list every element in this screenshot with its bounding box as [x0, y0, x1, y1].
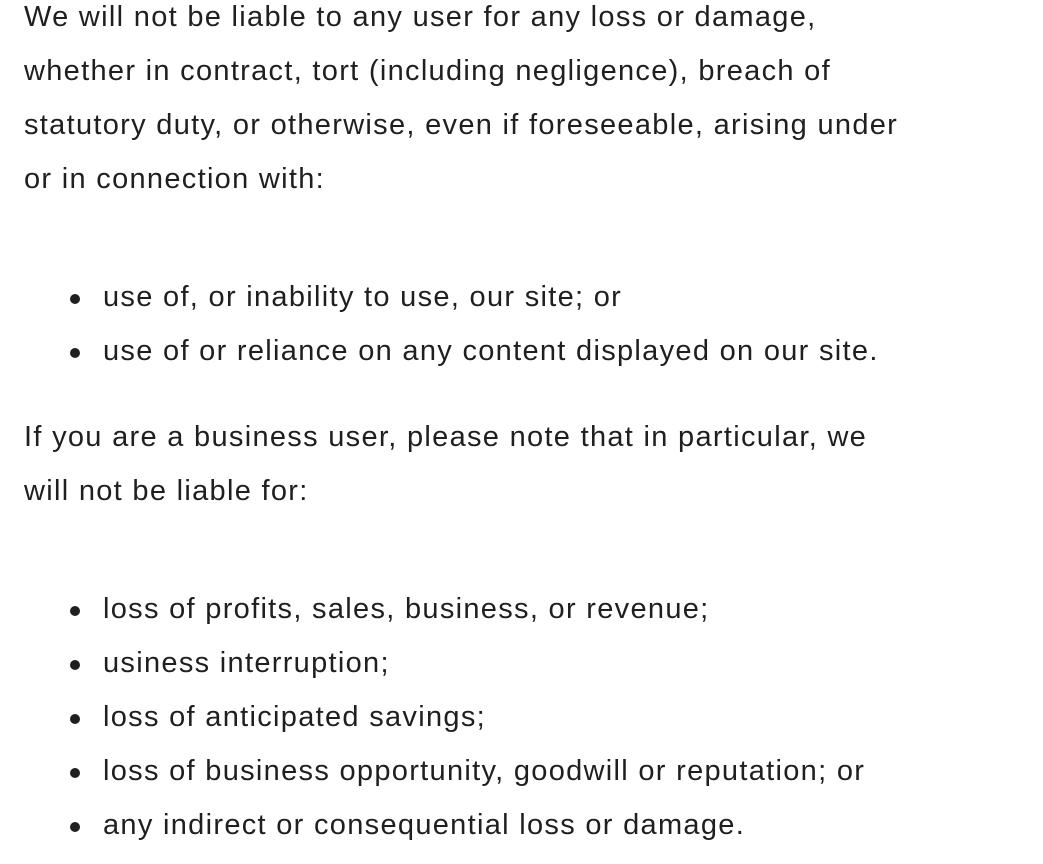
spacer — [24, 206, 1043, 270]
bullet-icon — [70, 660, 80, 670]
list-item-text: use of, or inability to use, our site; or — [103, 281, 623, 313]
list-item-text: usiness interruption; — [103, 647, 390, 679]
bullet-icon — [70, 822, 80, 832]
bullet-icon — [70, 768, 80, 778]
bullet-icon — [70, 348, 80, 358]
liability-causes-list — [24, 270, 1043, 378]
list-item — [24, 582, 1043, 636]
paragraph-line: We will not be liable to any user for any loss or damage, — [24, 1, 817, 33]
bullet-icon — [70, 714, 80, 724]
document-content — [24, 0, 1043, 852]
list-item — [24, 270, 1043, 324]
paragraph-line: If you are a business user, please note that in particular, we — [24, 421, 868, 453]
list-item — [24, 636, 1043, 690]
list-item-text: any indirect or consequential loss or damage. — [103, 809, 746, 841]
spacer — [24, 518, 1043, 582]
list-item — [24, 690, 1043, 744]
paragraph-line: whether in contract, tort (including negligence), breach of — [24, 55, 831, 87]
excluded-losses-list — [24, 582, 1043, 852]
list-item-text: use of or reliance on any content displayed on our site. — [103, 335, 879, 367]
business-user-paragraph — [24, 410, 1043, 518]
bullet-icon — [70, 294, 80, 304]
paragraph-line: or in connection with: — [24, 163, 326, 195]
paragraph-line: will not be liable for: — [24, 475, 309, 507]
paragraph-line: statutory duty, or otherwise, even if foreseeable, arising under — [24, 109, 899, 141]
list-item-text: loss of profits, sales, business, or revenue; — [103, 593, 710, 625]
bullet-icon — [70, 606, 80, 616]
list-item — [24, 744, 1043, 798]
list-item — [24, 324, 1043, 378]
spacer — [24, 378, 1043, 410]
list-item-text: loss of business opportunity, goodwill or reputation; or — [103, 755, 866, 787]
list-item — [24, 798, 1043, 852]
liability-paragraph — [24, 0, 1043, 206]
list-item-text: loss of anticipated savings; — [103, 701, 486, 733]
